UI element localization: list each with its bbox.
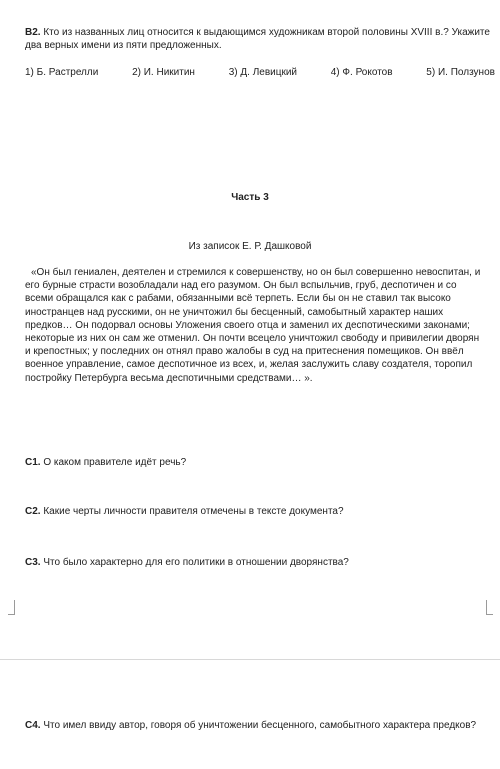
- question-c1-label: С1.: [25, 457, 41, 468]
- question-c4-text: Что имел ввиду автор, говоря об уничтожении бесценного, самобытного характера предков?: [43, 720, 477, 731]
- source-title: Из записок Е. Р. Дашковой: [188, 241, 312, 252]
- question-c2-label: С2.: [25, 506, 41, 517]
- source-quote: «Он был гениален, деятелен и стремился к совершенству, но он был совершенно невоспитан, и его бурные страсти возобладали над его разумом. Он был вспыльчив, груб, деспотичен и со всеми обращался как с рабами, обязанными всё терпеть. Если бы он не ставил так высоко иностранцев над русскими, он не уничтожил бы бесценный, самобытный характер наших предков… Он подорвал основы Уложения своего отца и заменил их деспотическими законами; некоторые из них он сам же отменил. Он почти всецело уничтожил свободу и привилегии дворян и крепостных; у последних он отнял право жалобы в суд на притеснения помещиков. Он ввёл военное управление, самое деспотичное из всех, и, желая заслужить славу создателя, торопил постройку Петербурга весьма деспотичными средствами… ».: [25, 267, 481, 384]
- question-c4: [25, 719, 493, 733]
- page-break-divider: [0, 659, 500, 660]
- question-b2-label: В2.: [25, 27, 41, 38]
- page-corner-mark-left: [8, 600, 15, 615]
- question-c2: [25, 505, 493, 518]
- option-4: 4) Ф. Рокотов: [330, 67, 393, 78]
- question-b2-text: Кто из названных лиц относится к выдающимся художникам второй половины XVIII в.? Укажите два верных имени из пяти предложенных.: [25, 27, 490, 51]
- part-heading: Часть 3: [231, 192, 269, 203]
- page-corner-mark-right: [486, 600, 493, 615]
- option-5: 5) И. Ползунов: [426, 67, 495, 78]
- question-c3-label: С3.: [25, 557, 41, 568]
- question-c1: [25, 456, 493, 469]
- question-c1-text: О каком правителе идёт речь?: [43, 457, 187, 468]
- option-1: 1) Б. Растрелли: [25, 67, 99, 78]
- option-3: 3) Д. Левицкий: [228, 67, 297, 78]
- question-c3-text: Что было характерно для его политики в отношении дворянства?: [43, 557, 349, 568]
- question-c2-text: Какие черты личности правителя отмечены в тексте документа?: [43, 506, 344, 517]
- answer-options: [25, 66, 495, 79]
- option-2: 2) И. Никитин: [132, 67, 195, 78]
- question-c3: [25, 556, 493, 569]
- question-c4-label: С4.: [25, 720, 41, 731]
- question-b2: [25, 26, 493, 52]
